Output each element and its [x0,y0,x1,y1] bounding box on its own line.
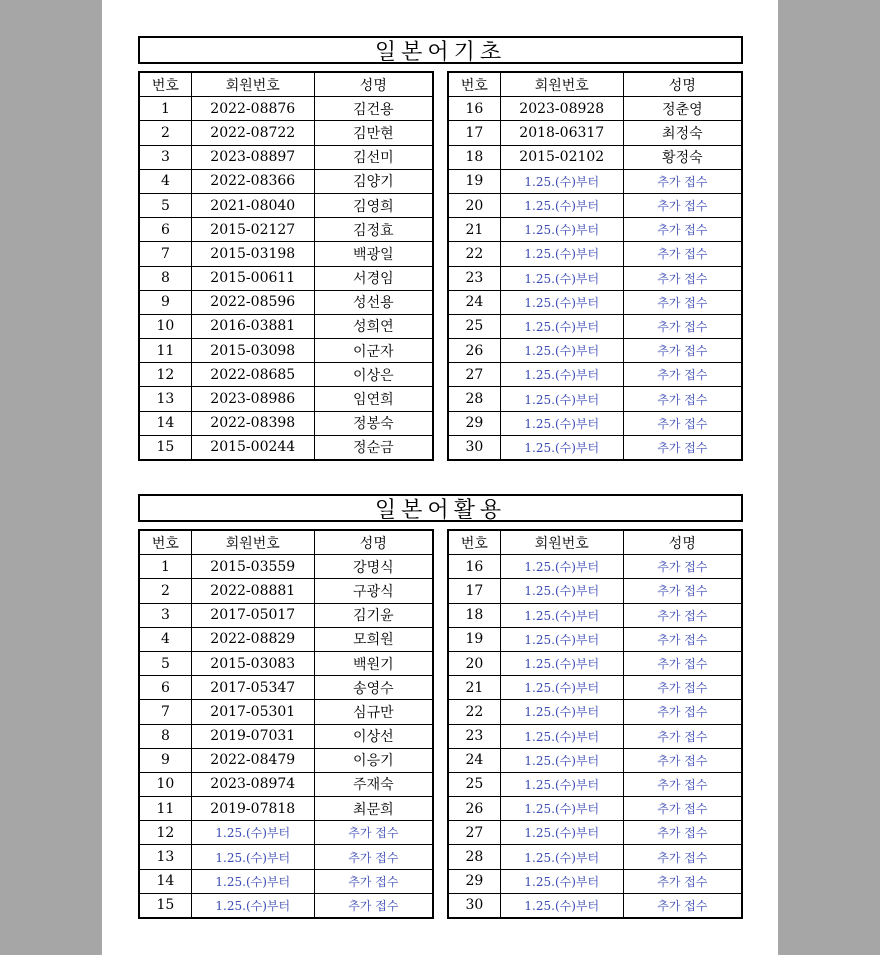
table-row [448,169,742,193]
member-id: 1.25.(수)부터 [191,821,314,845]
member-id: 1.25.(수)부터 [500,435,623,460]
row-number: 9 [139,290,191,314]
table-row [448,339,742,363]
member-name: 강명식 [314,555,433,579]
row-number: 8 [139,724,191,748]
member-name: 이응기 [314,748,433,772]
member-name: 추가 접수 [314,869,433,893]
header-name: 성명 [314,72,433,97]
member-id: 1.25.(수)부터 [500,700,623,724]
row-number: 13 [139,845,191,869]
member-name: 추가 접수 [623,651,742,675]
member-name: 김기윤 [314,603,433,627]
row-number: 20 [448,193,500,217]
table-row [139,627,433,651]
member-name: 추가 접수 [623,363,742,387]
row-number: 11 [139,339,191,363]
row-number: 28 [448,387,500,411]
member-id: 2017-05017 [191,603,314,627]
table-row [139,169,433,193]
member-name: 김양기 [314,169,433,193]
member-name: 추가 접수 [314,821,433,845]
header-member-id: 회원번호 [500,72,623,97]
table-header-row [448,530,742,555]
member-id: 2022-08876 [191,97,314,121]
member-id: 1.25.(수)부터 [500,772,623,796]
member-name: 추가 접수 [623,748,742,772]
table-row [448,242,742,266]
row-number: 21 [448,676,500,700]
table-row [448,603,742,627]
table-row [448,97,742,121]
member-name: 추가 접수 [623,893,742,918]
row-number: 24 [448,290,500,314]
member-id: 1.25.(수)부터 [500,339,623,363]
document-page [102,0,778,955]
table-row [139,724,433,748]
row-number: 15 [139,435,191,460]
member-name: 추가 접수 [623,555,742,579]
member-name: 김만현 [314,121,433,145]
member-id: 2022-08479 [191,748,314,772]
member-name: 김영희 [314,193,433,217]
member-name: 서경임 [314,266,433,290]
member-id: 2022-08398 [191,411,314,435]
member-name: 추가 접수 [623,845,742,869]
row-number: 21 [448,218,500,242]
member-name: 황정숙 [623,145,742,169]
member-id: 1.25.(수)부터 [191,869,314,893]
member-name: 이군자 [314,339,433,363]
member-name: 성희연 [314,314,433,338]
row-number: 29 [448,869,500,893]
table-header-row [139,530,433,555]
table-row [139,651,433,675]
member-id: 2023-08928 [500,97,623,121]
member-id: 2016-03881 [191,314,314,338]
member-id: 2015-02102 [500,145,623,169]
table-row [139,435,433,460]
roster-table-left [138,71,434,461]
row-number: 4 [139,627,191,651]
member-name: 모희원 [314,627,433,651]
member-id: 2019-07031 [191,724,314,748]
row-number: 18 [448,603,500,627]
row-number: 9 [139,748,191,772]
member-name: 추가 접수 [623,193,742,217]
member-name: 추가 접수 [623,435,742,460]
row-number: 2 [139,121,191,145]
row-number: 10 [139,314,191,338]
row-number: 19 [448,169,500,193]
row-number: 13 [139,387,191,411]
table-row [139,290,433,314]
member-id: 2023-08974 [191,772,314,796]
table-row [139,748,433,772]
header-member-id: 회원번호 [191,72,314,97]
member-name: 구광식 [314,579,433,603]
table-row [139,821,433,845]
member-id: 2019-07818 [191,797,314,821]
header-number: 번호 [139,530,191,555]
row-number: 23 [448,266,500,290]
table-row [139,387,433,411]
table-row [448,627,742,651]
row-number: 14 [139,411,191,435]
header-number: 번호 [139,72,191,97]
member-id: 2021-08040 [191,193,314,217]
member-name: 추가 접수 [623,700,742,724]
roster-table-right [447,529,743,919]
member-name: 성선용 [314,290,433,314]
table-row [139,603,433,627]
member-id: 1.25.(수)부터 [500,603,623,627]
row-number: 29 [448,411,500,435]
member-name: 추가 접수 [623,266,742,290]
table-row [448,579,742,603]
table-row [139,893,433,918]
row-number: 17 [448,579,500,603]
table-row [448,145,742,169]
header-number: 번호 [448,530,500,555]
table-row [448,363,742,387]
header-name: 성명 [623,72,742,97]
row-number: 7 [139,700,191,724]
row-number: 3 [139,603,191,627]
member-id: 2015-03198 [191,242,314,266]
row-number: 5 [139,651,191,675]
row-number: 7 [139,242,191,266]
member-id: 1.25.(수)부터 [500,387,623,411]
member-name: 추가 접수 [623,387,742,411]
member-name: 주재숙 [314,772,433,796]
row-number: 26 [448,339,500,363]
row-number: 11 [139,797,191,821]
row-number: 25 [448,314,500,338]
row-number: 1 [139,555,191,579]
member-id: 1.25.(수)부터 [500,797,623,821]
table-row [139,555,433,579]
member-id: 1.25.(수)부터 [500,242,623,266]
member-name: 추가 접수 [623,627,742,651]
table-row [139,411,433,435]
table-row [139,145,433,169]
row-number: 26 [448,797,500,821]
member-id: 2022-08596 [191,290,314,314]
member-id: 1.25.(수)부터 [500,266,623,290]
member-id: 1.25.(수)부터 [500,193,623,217]
section-japanese-basic [138,36,743,464]
table-row [448,555,742,579]
header-member-id: 회원번호 [500,530,623,555]
member-name: 정순금 [314,435,433,460]
table-row [139,797,433,821]
member-id: 2015-00244 [191,435,314,460]
member-name: 추가 접수 [314,893,433,918]
member-name: 심규만 [314,700,433,724]
row-number: 19 [448,627,500,651]
member-id: 2015-03098 [191,339,314,363]
row-number: 27 [448,821,500,845]
member-name: 이상선 [314,724,433,748]
member-name: 추가 접수 [623,772,742,796]
member-name: 추가 접수 [623,314,742,338]
member-id: 1.25.(수)부터 [500,411,623,435]
member-id: 1.25.(수)부터 [500,169,623,193]
row-number: 16 [448,555,500,579]
table-row [139,700,433,724]
member-name: 추가 접수 [623,290,742,314]
member-name: 김건용 [314,97,433,121]
table-row [448,893,742,918]
member-id: 1.25.(수)부터 [500,893,623,918]
member-name: 이상은 [314,363,433,387]
member-id: 1.25.(수)부터 [500,724,623,748]
table-row [139,579,433,603]
member-name: 추가 접수 [623,218,742,242]
row-number: 23 [448,724,500,748]
row-number: 12 [139,821,191,845]
member-name: 추가 접수 [623,339,742,363]
member-name: 송영수 [314,676,433,700]
member-id: 1.25.(수)부터 [500,555,623,579]
member-id: 2023-08986 [191,387,314,411]
header-member-id: 회원번호 [191,530,314,555]
member-name: 추가 접수 [623,579,742,603]
table-row [139,772,433,796]
table-row [139,676,433,700]
roster-table-right [447,71,743,461]
row-number: 12 [139,363,191,387]
member-name: 추가 접수 [623,603,742,627]
row-number: 2 [139,579,191,603]
member-id: 2015-02127 [191,218,314,242]
member-id: 2018-06317 [500,121,623,145]
table-row [448,218,742,242]
member-name: 추가 접수 [623,797,742,821]
member-id: 1.25.(수)부터 [191,893,314,918]
table-row [448,314,742,338]
table-row [139,242,433,266]
row-number: 14 [139,869,191,893]
row-number: 6 [139,218,191,242]
table-row [448,845,742,869]
member-id: 1.25.(수)부터 [500,651,623,675]
table-row [139,266,433,290]
member-id: 2022-08829 [191,627,314,651]
member-name: 추가 접수 [623,676,742,700]
member-name: 정춘영 [623,97,742,121]
table-row [448,290,742,314]
row-number: 17 [448,121,500,145]
member-id: 1.25.(수)부터 [500,290,623,314]
table-row [448,797,742,821]
header-name: 성명 [623,530,742,555]
member-name: 추가 접수 [623,869,742,893]
header-number: 번호 [448,72,500,97]
table-row [448,193,742,217]
roster-table-left [138,529,434,919]
table-row [139,339,433,363]
row-number: 10 [139,772,191,796]
member-name: 백광일 [314,242,433,266]
table-row [139,97,433,121]
row-number: 5 [139,193,191,217]
member-id: 2017-05301 [191,700,314,724]
row-number: 24 [448,748,500,772]
table-row [448,435,742,460]
table-row [448,387,742,411]
table-row [139,193,433,217]
row-number: 27 [448,363,500,387]
member-id: 2022-08685 [191,363,314,387]
row-number: 22 [448,700,500,724]
member-name: 김정효 [314,218,433,242]
table-row [139,363,433,387]
table-row [448,411,742,435]
member-id: 2015-03559 [191,555,314,579]
member-id: 1.25.(수)부터 [500,363,623,387]
member-id: 1.25.(수)부터 [500,821,623,845]
member-id: 2022-08722 [191,121,314,145]
row-number: 3 [139,145,191,169]
member-name: 정봉숙 [314,411,433,435]
member-name: 추가 접수 [623,724,742,748]
member-name: 최정숙 [623,121,742,145]
member-name: 최문희 [314,797,433,821]
member-id: 1.25.(수)부터 [500,218,623,242]
header-name: 성명 [314,530,433,555]
row-number: 8 [139,266,191,290]
member-id: 1.25.(수)부터 [500,676,623,700]
member-name: 추가 접수 [623,169,742,193]
member-id: 1.25.(수)부터 [500,869,623,893]
member-id: 1.25.(수)부터 [500,314,623,338]
table-row [448,121,742,145]
member-name: 추가 접수 [623,821,742,845]
member-name: 추가 접수 [623,411,742,435]
table-header-row [139,72,433,97]
table-header-row [448,72,742,97]
table-row [139,121,433,145]
row-number: 16 [448,97,500,121]
row-number: 25 [448,772,500,796]
member-id: 2017-05347 [191,676,314,700]
table-row [448,700,742,724]
row-number: 28 [448,845,500,869]
section-title: 일본어기초 [138,36,743,64]
table-row [448,869,742,893]
row-number: 30 [448,435,500,460]
table-row [139,218,433,242]
table-row [139,314,433,338]
row-number: 20 [448,651,500,675]
row-number: 15 [139,893,191,918]
table-row [448,651,742,675]
table-row [139,845,433,869]
member-id: 1.25.(수)부터 [500,845,623,869]
table-row [448,821,742,845]
member-name: 김선미 [314,145,433,169]
member-name: 추가 접수 [314,845,433,869]
member-id: 2015-00611 [191,266,314,290]
row-number: 1 [139,97,191,121]
table-row [448,724,742,748]
member-name: 백원기 [314,651,433,675]
row-number: 6 [139,676,191,700]
member-name: 추가 접수 [623,242,742,266]
row-number: 4 [139,169,191,193]
member-id: 2022-08366 [191,169,314,193]
row-number: 22 [448,242,500,266]
member-id: 1.25.(수)부터 [500,627,623,651]
member-id: 2023-08897 [191,145,314,169]
member-name: 임연희 [314,387,433,411]
member-id: 1.25.(수)부터 [500,579,623,603]
member-id: 2015-03083 [191,651,314,675]
row-number: 30 [448,893,500,918]
table-row [448,676,742,700]
section-japanese-applied [138,494,743,922]
member-id: 2022-08881 [191,579,314,603]
member-id: 1.25.(수)부터 [191,845,314,869]
section-title: 일본어활용 [138,494,743,522]
table-row [139,869,433,893]
table-row [448,266,742,290]
member-id: 1.25.(수)부터 [500,748,623,772]
row-number: 18 [448,145,500,169]
table-row [448,772,742,796]
table-row [448,748,742,772]
